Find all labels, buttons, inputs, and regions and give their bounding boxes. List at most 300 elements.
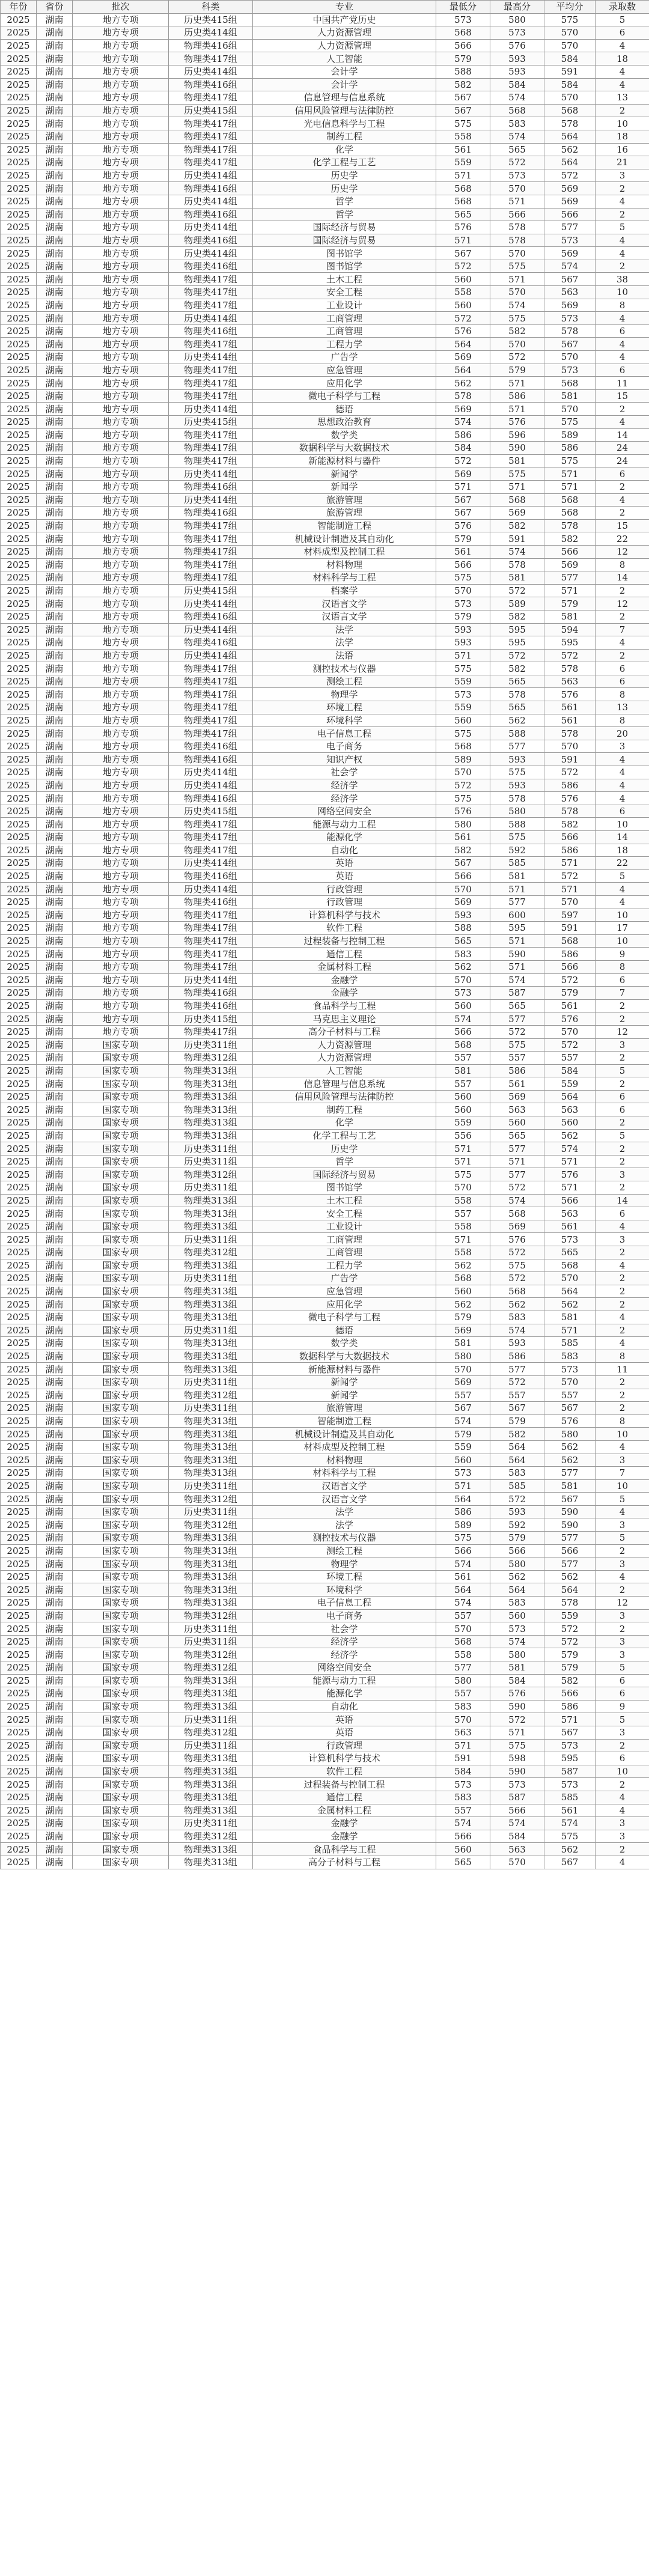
cell-avg-score: 572 [544, 649, 596, 662]
cell-max-score: 584 [490, 1830, 544, 1843]
table-row [1, 312, 649, 325]
cell-min-score: 578 [436, 389, 490, 403]
cell-category: 物理类417组 [169, 831, 253, 844]
cell-admitted-count: 15 [596, 389, 649, 403]
cell-year: 2025 [1, 1064, 37, 1077]
cell-batch: 地方专项 [73, 454, 169, 467]
cell-batch: 国家专项 [73, 1428, 169, 1441]
cell-batch: 地方专项 [73, 39, 169, 52]
table-row [1, 636, 649, 650]
cell-batch: 地方专项 [73, 467, 169, 481]
cell-avg-score: 571 [544, 584, 596, 597]
cell-max-score: 582 [490, 662, 544, 675]
cell-min-score: 570 [436, 1363, 490, 1376]
cell-max-score: 557 [490, 1389, 544, 1402]
cell-avg-score: 576 [544, 1168, 596, 1181]
cell-admitted-count: 14 [596, 428, 649, 442]
cell-admitted-count: 14 [596, 571, 649, 585]
cell-province: 湖南 [37, 182, 73, 195]
cell-major: 化学 [253, 143, 436, 156]
cell-category: 物理类417组 [169, 338, 253, 351]
cell-admitted-count: 2 [596, 610, 649, 623]
cell-batch: 地方专项 [73, 675, 169, 688]
cell-major: 材料物理 [253, 558, 436, 571]
cell-min-score: 588 [436, 65, 490, 78]
cell-max-score: 574 [490, 1635, 544, 1648]
cell-avg-score: 584 [544, 78, 596, 91]
cell-admitted-count: 4 [596, 312, 649, 325]
cell-max-score: 575 [490, 1038, 544, 1052]
cell-province: 湖南 [37, 273, 73, 286]
cell-major: 人工智能 [253, 1064, 436, 1077]
cell-year: 2025 [1, 1597, 37, 1610]
cell-admitted-count: 14 [596, 831, 649, 844]
cell-province: 湖南 [37, 1025, 73, 1038]
table-row [1, 117, 649, 130]
cell-batch: 国家专项 [73, 1778, 169, 1791]
cell-avg-score: 577 [544, 1532, 596, 1545]
cell-min-score: 581 [436, 1064, 490, 1077]
cell-batch: 地方专项 [73, 1012, 169, 1026]
cell-major: 人工智能 [253, 52, 436, 65]
cell-year: 2025 [1, 247, 37, 260]
cell-major: 能源与动力工程 [253, 818, 436, 831]
cell-category: 物理类417组 [169, 844, 253, 857]
cell-year: 2025 [1, 818, 37, 831]
cell-category: 历史类311组 [169, 1233, 253, 1246]
cell-admitted-count: 6 [596, 675, 649, 688]
cell-batch: 国家专项 [73, 1661, 169, 1675]
cell-major: 汉语言文学 [253, 1479, 436, 1493]
cell-min-score: 567 [436, 104, 490, 117]
cell-min-score: 564 [436, 1583, 490, 1597]
cell-major: 土木工程 [253, 273, 436, 286]
cell-admitted-count: 2 [596, 1402, 649, 1415]
cell-major: 旅游管理 [253, 507, 436, 520]
cell-province: 湖南 [37, 1622, 73, 1636]
cell-admitted-count: 4 [596, 351, 649, 364]
cell-category: 物理类417组 [169, 1025, 253, 1038]
cell-admitted-count: 24 [596, 454, 649, 467]
cell-category: 历史类311组 [169, 1272, 253, 1285]
cell-max-score: 575 [490, 260, 544, 273]
table-row [1, 324, 649, 338]
cell-min-score: 571 [436, 649, 490, 662]
cell-major: 光电信息科学与工程 [253, 117, 436, 130]
cell-year: 2025 [1, 1791, 37, 1804]
cell-province: 湖南 [37, 78, 73, 91]
cell-min-score: 559 [436, 675, 490, 688]
cell-max-score: 572 [490, 1272, 544, 1285]
cell-batch: 国家专项 [73, 1090, 169, 1103]
table-row [1, 1817, 649, 1830]
table-row [1, 610, 649, 623]
table-row [1, 143, 649, 156]
cell-major: 环境科学 [253, 714, 436, 727]
cell-major: 英语 [253, 1726, 436, 1739]
cell-province: 湖南 [37, 1350, 73, 1363]
cell-max-score: 579 [490, 1414, 544, 1428]
cell-avg-score: 584 [544, 1064, 596, 1077]
cell-year: 2025 [1, 273, 37, 286]
cell-year: 2025 [1, 636, 37, 650]
cell-major: 中国共产党历史 [253, 13, 436, 26]
cell-year: 2025 [1, 714, 37, 727]
cell-province: 湖南 [37, 480, 73, 493]
cell-province: 湖南 [37, 532, 73, 546]
table-row [1, 1467, 649, 1480]
cell-major: 会计学 [253, 65, 436, 78]
cell-min-score: 560 [436, 1454, 490, 1467]
cell-min-score: 568 [436, 740, 490, 753]
cell-avg-score: 573 [544, 364, 596, 377]
cell-max-score: 583 [490, 117, 544, 130]
cell-batch: 国家专项 [73, 1544, 169, 1557]
cell-province: 湖南 [37, 39, 73, 52]
cell-category: 物理类313组 [169, 1337, 253, 1350]
cell-batch: 地方专项 [73, 909, 169, 922]
table-row [1, 13, 649, 26]
cell-major: 数学类 [253, 428, 436, 442]
cell-major: 数学类 [253, 1337, 436, 1350]
cell-year: 2025 [1, 195, 37, 208]
cell-major: 金属材料工程 [253, 960, 436, 973]
cell-province: 湖南 [37, 1194, 73, 1207]
cell-year: 2025 [1, 1025, 37, 1038]
table-row [1, 818, 649, 831]
cell-category: 物理类313组 [169, 1428, 253, 1441]
cell-admitted-count: 22 [596, 532, 649, 546]
cell-max-score: 570 [490, 286, 544, 299]
cell-min-score: 559 [436, 1440, 490, 1454]
cell-min-score: 566 [436, 558, 490, 571]
cell-avg-score: 570 [544, 1272, 596, 1285]
cell-max-score: 564 [490, 1440, 544, 1454]
cell-avg-score: 568 [544, 507, 596, 520]
cell-min-score: 558 [436, 1194, 490, 1207]
cell-batch: 地方专项 [73, 649, 169, 662]
cell-year: 2025 [1, 1246, 37, 1259]
cell-max-score: 580 [490, 13, 544, 26]
cell-major: 软件工程 [253, 922, 436, 935]
cell-min-score: 579 [436, 532, 490, 546]
cell-avg-score: 576 [544, 688, 596, 701]
cell-batch: 国家专项 [73, 1129, 169, 1142]
cell-avg-score: 589 [544, 428, 596, 442]
table-row [1, 740, 649, 753]
table-row [1, 493, 649, 507]
cell-batch: 国家专项 [73, 1103, 169, 1116]
table-row [1, 584, 649, 597]
cell-province: 湖南 [37, 805, 73, 818]
cell-max-score: 572 [490, 1493, 544, 1506]
cell-min-score: 576 [436, 324, 490, 338]
cell-major: 物理学 [253, 1557, 436, 1571]
cell-major: 法学 [253, 636, 436, 650]
cell-batch: 地方专项 [73, 416, 169, 429]
cell-year: 2025 [1, 1077, 37, 1091]
cell-max-score: 592 [490, 1518, 544, 1532]
table-row [1, 766, 649, 779]
cell-admitted-count: 21 [596, 156, 649, 169]
table-row [1, 1674, 649, 1687]
cell-min-score: 576 [436, 519, 490, 532]
cell-major: 新闻学 [253, 1389, 436, 1402]
cell-avg-score: 559 [544, 1077, 596, 1091]
cell-province: 湖南 [37, 1440, 73, 1454]
cell-batch: 国家专项 [73, 1389, 169, 1402]
cell-category: 物理类416组 [169, 260, 253, 273]
cell-admitted-count: 18 [596, 844, 649, 857]
cell-max-score: 574 [490, 545, 544, 558]
cell-batch: 国家专项 [73, 1739, 169, 1752]
cell-batch: 国家专项 [73, 1648, 169, 1661]
cell-batch: 国家专项 [73, 1791, 169, 1804]
cell-category: 历史类414组 [169, 221, 253, 234]
cell-category: 物理类312组 [169, 1389, 253, 1402]
cell-min-score: 562 [436, 377, 490, 390]
cell-category: 物理类417组 [169, 52, 253, 65]
cell-major: 哲学 [253, 1155, 436, 1168]
cell-admitted-count: 10 [596, 909, 649, 922]
cell-province: 湖南 [37, 1778, 73, 1791]
cell-province: 湖南 [37, 442, 73, 455]
cell-province: 湖南 [37, 324, 73, 338]
cell-batch: 地方专项 [73, 221, 169, 234]
cell-admitted-count: 3 [596, 1038, 649, 1052]
cell-category: 历史类414组 [169, 169, 253, 182]
cell-year: 2025 [1, 260, 37, 273]
cell-avg-score: 567 [544, 1856, 596, 1869]
cell-major: 行政管理 [253, 883, 436, 896]
cell-year: 2025 [1, 1778, 37, 1791]
cell-avg-score: 586 [544, 844, 596, 857]
cell-year: 2025 [1, 934, 37, 948]
cell-avg-score: 584 [544, 52, 596, 65]
cell-year: 2025 [1, 442, 37, 455]
cell-province: 湖南 [37, 26, 73, 40]
cell-max-score: 571 [490, 195, 544, 208]
cell-province: 湖南 [37, 1518, 73, 1532]
cell-admitted-count: 11 [596, 377, 649, 390]
table-row [1, 467, 649, 481]
cell-category: 历史类311组 [169, 1479, 253, 1493]
cell-max-score: 578 [490, 792, 544, 805]
table-row [1, 714, 649, 727]
cell-category: 历史类311组 [169, 1324, 253, 1337]
cell-batch: 国家专项 [73, 1467, 169, 1480]
cell-avg-score: 575 [544, 454, 596, 467]
cell-batch: 地方专项 [73, 831, 169, 844]
cell-avg-score: 585 [544, 1337, 596, 1350]
cell-min-score: 570 [436, 766, 490, 779]
cell-category: 物理类417组 [169, 948, 253, 961]
cell-category: 物理类313组 [169, 1752, 253, 1765]
cell-admitted-count: 15 [596, 519, 649, 532]
cell-province: 湖南 [37, 623, 73, 636]
cell-min-score: 567 [436, 857, 490, 870]
cell-avg-score: 568 [544, 493, 596, 507]
cell-avg-score: 566 [544, 1194, 596, 1207]
cell-province: 湖南 [37, 934, 73, 948]
cell-major: 英语 [253, 857, 436, 870]
cell-avg-score: 572 [544, 766, 596, 779]
cell-batch: 地方专项 [73, 883, 169, 896]
cell-year: 2025 [1, 973, 37, 987]
cell-province: 湖南 [37, 1181, 73, 1195]
table-row [1, 857, 649, 870]
cell-max-score: 590 [490, 1700, 544, 1713]
cell-province: 湖南 [37, 1532, 73, 1545]
cell-batch: 国家专项 [73, 1687, 169, 1701]
cell-batch: 国家专项 [73, 1194, 169, 1207]
cell-category: 物理类417组 [169, 442, 253, 455]
cell-min-score: 580 [436, 1350, 490, 1363]
cell-max-score: 592 [490, 844, 544, 857]
cell-min-score: 558 [436, 1648, 490, 1661]
cell-min-score: 579 [436, 1428, 490, 1441]
cell-major: 食品科学与工程 [253, 1843, 436, 1856]
cell-major: 人力资源管理 [253, 1038, 436, 1052]
cell-category: 历史类414组 [169, 247, 253, 260]
cell-avg-score: 562 [544, 1129, 596, 1142]
cell-batch: 国家专项 [73, 1324, 169, 1337]
cell-year: 2025 [1, 143, 37, 156]
cell-min-score: 571 [436, 1739, 490, 1752]
cell-year: 2025 [1, 117, 37, 130]
cell-province: 湖南 [37, 1674, 73, 1687]
table-row [1, 1168, 649, 1181]
cell-avg-score: 572 [544, 1622, 596, 1636]
cell-max-score: 576 [490, 1687, 544, 1701]
cell-max-score: 581 [490, 869, 544, 883]
cell-avg-score: 581 [544, 1479, 596, 1493]
cell-province: 湖南 [37, 1142, 73, 1156]
cell-year: 2025 [1, 1817, 37, 1830]
cell-category: 历史类311组 [169, 1635, 253, 1648]
cell-admitted-count: 5 [596, 1129, 649, 1142]
cell-year: 2025 [1, 844, 37, 857]
cell-max-score: 571 [490, 883, 544, 896]
cell-major: 软件工程 [253, 1765, 436, 1778]
table-row [1, 1791, 649, 1804]
cell-category: 物理类417组 [169, 91, 253, 105]
cell-batch: 地方专项 [73, 727, 169, 740]
cell-province: 湖南 [37, 1090, 73, 1103]
table-row [1, 104, 649, 117]
cell-major: 国际经济与贸易 [253, 234, 436, 247]
cell-province: 湖南 [37, 428, 73, 442]
cell-max-score: 577 [490, 895, 544, 909]
cell-min-score: 573 [436, 987, 490, 1000]
cell-max-score: 575 [490, 831, 544, 844]
cell-batch: 国家专项 [73, 1181, 169, 1195]
cell-category: 物理类417组 [169, 454, 253, 467]
cell-year: 2025 [1, 883, 37, 896]
cell-batch: 地方专项 [73, 779, 169, 792]
cell-avg-score: 581 [544, 1311, 596, 1324]
cell-category: 历史类414组 [169, 26, 253, 40]
cell-province: 湖南 [37, 519, 73, 532]
cell-min-score: 567 [436, 507, 490, 520]
cell-province: 湖南 [37, 1609, 73, 1622]
cell-major: 金属材料工程 [253, 1804, 436, 1817]
table-row [1, 532, 649, 546]
cell-major: 社会学 [253, 1622, 436, 1636]
cell-max-score: 572 [490, 156, 544, 169]
cell-year: 2025 [1, 675, 37, 688]
cell-avg-score: 576 [544, 1012, 596, 1026]
cell-admitted-count: 3 [596, 1830, 649, 1843]
cell-year: 2025 [1, 779, 37, 792]
cell-max-score: 580 [490, 1557, 544, 1571]
cell-major: 金融学 [253, 987, 436, 1000]
cell-category: 物理类313组 [169, 1440, 253, 1454]
cell-admitted-count: 3 [596, 1726, 649, 1739]
cell-max-score: 572 [490, 584, 544, 597]
cell-major: 工商管理 [253, 1246, 436, 1259]
cell-province: 湖南 [37, 1116, 73, 1130]
cell-min-score: 575 [436, 1168, 490, 1181]
table-row [1, 1479, 649, 1493]
cell-min-score: 560 [436, 1843, 490, 1856]
cell-province: 湖南 [37, 909, 73, 922]
cell-admitted-count: 8 [596, 558, 649, 571]
cell-category: 物理类312组 [169, 1648, 253, 1661]
cell-year: 2025 [1, 649, 37, 662]
cell-avg-score: 573 [544, 1778, 596, 1791]
cell-max-score: 582 [490, 324, 544, 338]
cell-min-score: 557 [436, 1804, 490, 1817]
cell-admitted-count: 2 [596, 1544, 649, 1557]
table-row [1, 389, 649, 403]
cell-avg-score: 595 [544, 636, 596, 650]
cell-admitted-count: 18 [596, 130, 649, 143]
cell-province: 湖南 [37, 1505, 73, 1518]
cell-batch: 地方专项 [73, 442, 169, 455]
table-row [1, 221, 649, 234]
cell-batch: 地方专项 [73, 701, 169, 714]
cell-avg-score: 562 [544, 143, 596, 156]
cell-year: 2025 [1, 1428, 37, 1441]
cell-province: 湖南 [37, 688, 73, 701]
cell-major: 电子信息工程 [253, 1597, 436, 1610]
cell-min-score: 575 [436, 571, 490, 585]
cell-year: 2025 [1, 1168, 37, 1181]
table-row [1, 1765, 649, 1778]
cell-max-score: 591 [490, 532, 544, 546]
cell-max-score: 572 [490, 1246, 544, 1259]
cell-year: 2025 [1, 805, 37, 818]
cell-max-score: 580 [490, 805, 544, 818]
cell-category: 物理类313组 [169, 1129, 253, 1142]
cell-major: 工程力学 [253, 338, 436, 351]
cell-province: 湖南 [37, 571, 73, 585]
cell-batch: 地方专项 [73, 324, 169, 338]
cell-admitted-count: 6 [596, 467, 649, 481]
cell-min-score: 572 [436, 779, 490, 792]
cell-category: 历史类415组 [169, 13, 253, 26]
cell-batch: 国家专项 [73, 1635, 169, 1648]
cell-avg-score: 568 [544, 934, 596, 948]
table-row [1, 1090, 649, 1103]
table-row [1, 662, 649, 675]
cell-max-score: 574 [490, 299, 544, 312]
cell-province: 湖南 [37, 1038, 73, 1052]
cell-admitted-count: 13 [596, 91, 649, 105]
cell-category: 物理类313组 [169, 1207, 253, 1220]
cell-max-score: 574 [490, 130, 544, 143]
